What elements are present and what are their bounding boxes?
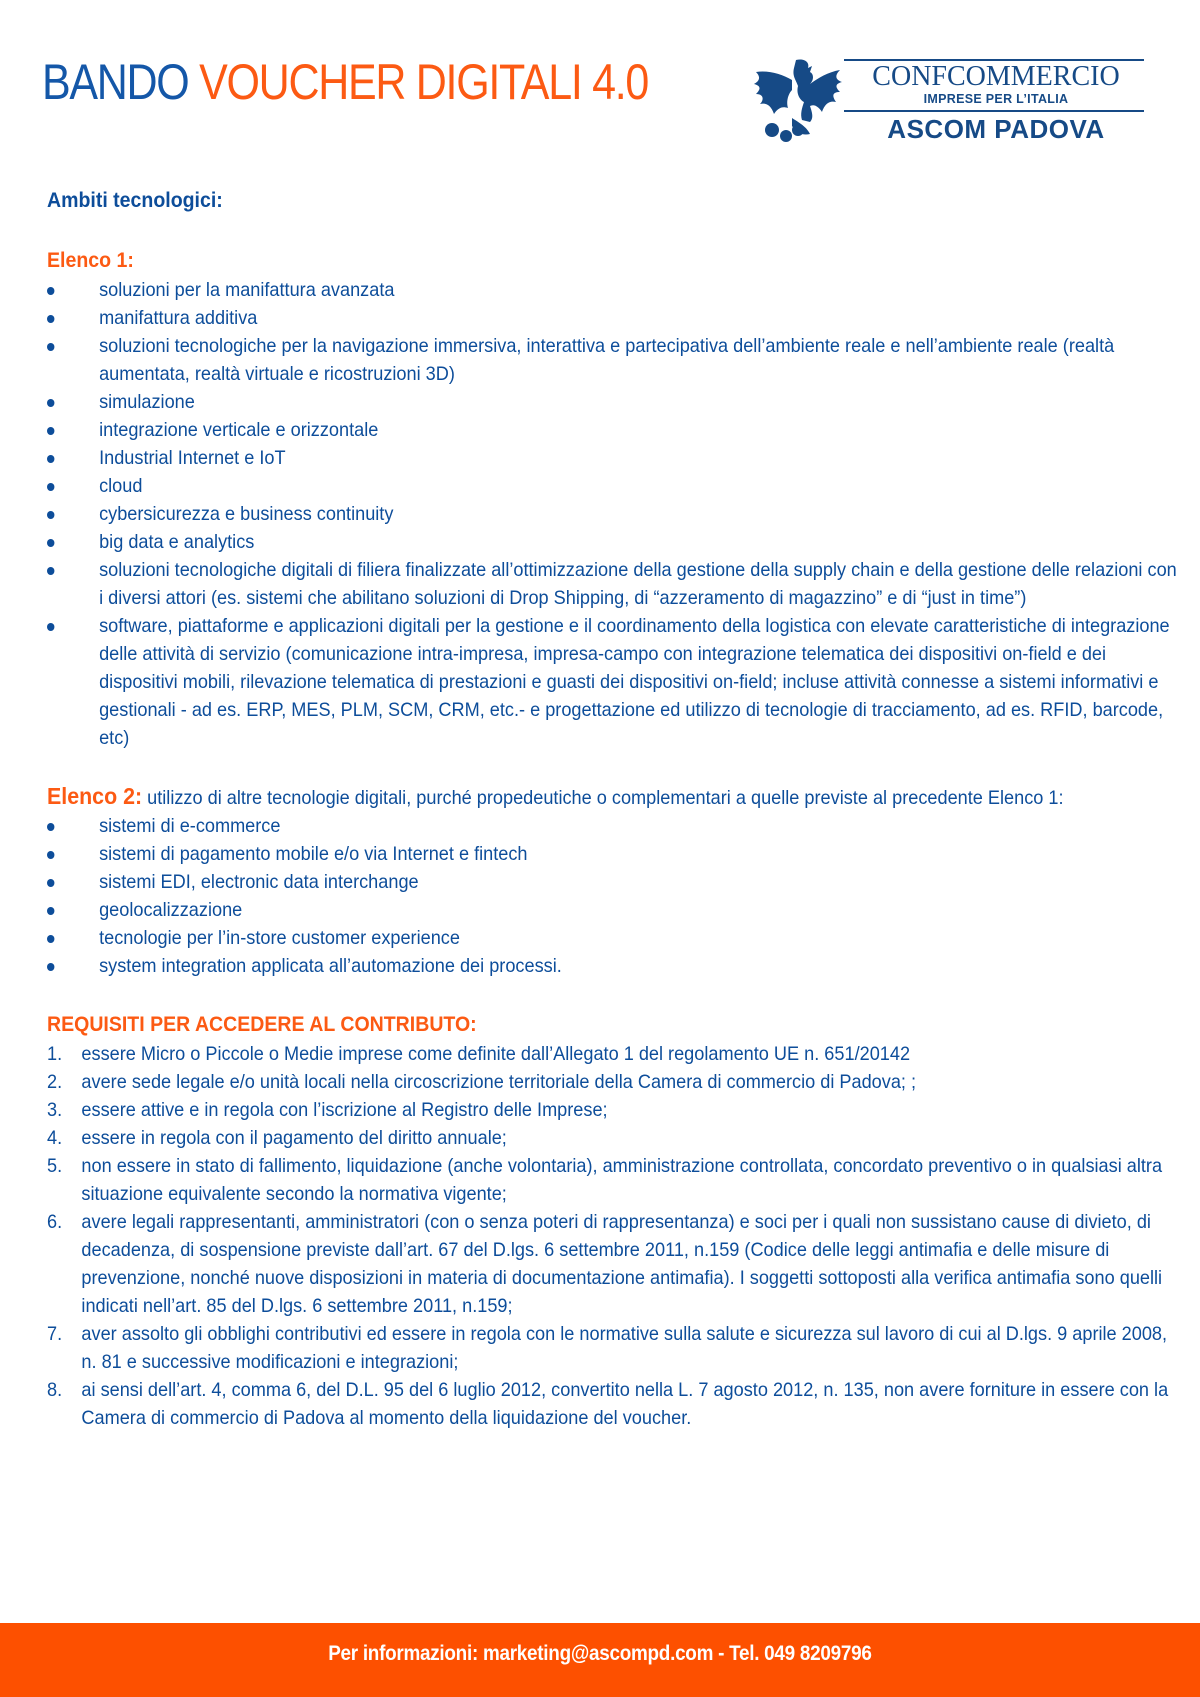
elenco2-intro <box>47 782 1177 812</box>
requirement-text: essere attive e in regola con l’iscrizione al Registro delle Imprese; <box>81 1099 608 1121</box>
requirement-text: essere in regola con il pagamento del diritto annuale; <box>81 1127 507 1149</box>
list-item-text: sistemi EDI, electronic data interchange <box>99 871 419 893</box>
list-item <box>47 388 1177 416</box>
list-item-text: Industrial Internet e IoT <box>99 447 286 469</box>
list-item-text: cybersicurezza e business continuity <box>99 503 394 525</box>
title-part-bando: BANDO <box>42 54 189 110</box>
list-item-text: sistemi di e-commerce <box>99 815 281 837</box>
bullet-icon <box>47 963 54 971</box>
bullet-icon <box>47 823 54 831</box>
bullet-icon <box>47 287 54 295</box>
requirement-number: 1. <box>47 1043 63 1065</box>
elenco2-title: Elenco 2: <box>47 783 143 809</box>
requirement-number: 5. <box>47 1155 63 1177</box>
list-item <box>47 528 1177 556</box>
requirement-item <box>47 1320 1177 1376</box>
footer-bar <box>0 1623 1200 1697</box>
requirement-text: avere legali rappresentanti, amministratori (con o senza poteri di rappresentanza) e soci per i quali non sussistano cause di divieto, di decadenza, di sospensione previste dall’art. 67 del D.lgs. 6 settembre 2011, n.159 (Codice delle leggi antimafia e delle misure di prevenzione, nonché nuove disposizioni in materia di documentazione antimafia). I soggetti sottoposti alla verifica antimafia sono quelli indicati nell’art. 85 del D.lgs. 6 settembre 2011, n.159; <box>81 1211 1163 1317</box>
requirement-item <box>47 1040 1177 1068</box>
bullet-icon <box>47 539 54 547</box>
list-item-text: tecnologie per l’in-store customer experience <box>99 927 460 949</box>
title-part-voucher: VOUCHER DIGITALI 4.0 <box>199 54 649 110</box>
list-item-text: software, piattaforme e applicazioni digitali per la gestione e il coordinamento della logistica con elevate caratteristiche di integrazione delle attività di servizio (comunicazione intra-impresa, impresa-campo con integrazione telematica dei dispositivi on-field e dei dispositivi mobili, rilevazione telematica di prestazioni e guasti dei dispositivi on-field; incluse attività connesse a sistemi informativi e gestionali - ad es. ERP, MES, PLM, SCM, CRM, etc.- e progettazione ed utilizzo di tecnologie di tracciamento, ad es. RFID, barcode, etc) <box>99 615 1170 749</box>
elenco1-title: Elenco 1: <box>47 249 134 272</box>
list-item <box>47 896 1177 924</box>
header <box>0 0 1200 160</box>
requirement-item <box>47 1068 1177 1096</box>
list-item <box>47 304 1177 332</box>
logo-tagline: IMPRESE PER L’ITALIA <box>923 92 1069 106</box>
bullet-icon <box>47 483 54 491</box>
requirement-number: 7. <box>47 1323 63 1345</box>
requirement-number: 3. <box>47 1099 63 1121</box>
requirement-number: 2. <box>47 1071 63 1093</box>
requirement-number: 8. <box>47 1379 63 1401</box>
list-item <box>47 276 1177 304</box>
list-item <box>47 868 1177 896</box>
bullet-icon <box>47 879 54 887</box>
bullet-icon <box>47 455 54 463</box>
list-item-text: sistemi di pagamento mobile e/o via Internet e fintech <box>99 843 528 865</box>
list-item <box>47 612 1177 752</box>
logo-branch: ASCOM PADOVA <box>887 114 1105 144</box>
elenco2-intro-text: utilizzo di altre tecnologie digitali, purché propedeutiche o complementari a quelle previste al precedente Elenco 1: <box>142 787 1064 809</box>
requisiti-list <box>47 1040 1177 1432</box>
requirement-text: essere Micro o Piccole o Medie imprese come definite dall’Allegato 1 del regolamento UE n. 651/20142 <box>81 1043 911 1065</box>
bullet-icon <box>47 851 54 859</box>
list-item <box>47 840 1177 868</box>
bullet-icon <box>47 399 54 407</box>
list-item <box>47 812 1177 840</box>
requirement-number: 6. <box>47 1211 63 1233</box>
bullet-icon <box>47 907 54 915</box>
requirement-text: non essere in stato di fallimento, liquidazione (anche volontaria), amministrazione controllata, concordato preventivo o in qualsiasi altra situazione equivalente secondo la normativa vigente; <box>81 1155 1163 1205</box>
list-item <box>47 444 1177 472</box>
bullet-icon <box>47 935 54 943</box>
ambiti-title: Ambiti tecnologici: <box>47 189 223 212</box>
bullet-icon <box>47 315 54 323</box>
list-item-text: simulazione <box>99 391 195 413</box>
requirement-item <box>47 1208 1177 1320</box>
requirement-item <box>47 1376 1177 1432</box>
list-item <box>47 500 1177 528</box>
list-item-text: big data e analytics <box>99 531 255 553</box>
content <box>47 186 1177 1432</box>
requirement-text: ai sensi dell’art. 4, comma 6, del D.L. 95 del 6 luglio 2012, convertito nella L. 7 agosto 2012, n. 135, non avere forniture in essere con la Camera di commercio di Padova al momento della liquidazione del voucher. <box>81 1379 1169 1429</box>
list-item <box>47 472 1177 500</box>
list-item-text: soluzioni tecnologiche per la navigazione immersiva, interattiva e partecipativa dell’ambiente reale e nell’ambiente reale (realtà aumentata, realtà virtuale e ricostruzioni 3D) <box>99 335 1115 385</box>
list-item <box>47 332 1177 388</box>
list-item-text: soluzioni per la manifattura avanzata <box>99 279 395 301</box>
logo-name: CONFCOMMERCIO <box>872 61 1120 92</box>
list-item-text: cloud <box>99 475 143 497</box>
bullet-icon <box>47 623 54 631</box>
list-item <box>47 952 1177 980</box>
list-item <box>47 924 1177 952</box>
list-item-text: manifattura additiva <box>99 307 258 329</box>
bullet-icon <box>47 343 54 351</box>
list-item <box>47 416 1177 444</box>
requirement-item <box>47 1124 1177 1152</box>
confcommercio-logo <box>752 52 1148 148</box>
eagle-icon <box>752 56 844 144</box>
footer-contact: Per informazioni: marketing@ascompd.com - Tel. 049 8209796 <box>328 1642 872 1665</box>
elenco2-list <box>47 812 1177 980</box>
bullet-icon <box>47 511 54 519</box>
bullet-icon <box>47 567 54 575</box>
requirement-text: aver assolto gli obblighi contributivi ed essere in regola con le normative sulla salute e sicurezza sul lavoro di cui al D.lgs. 9 aprile 2008, n. 81 e successive modificazioni e integrazioni; <box>81 1323 1168 1373</box>
requirement-number: 4. <box>47 1127 63 1149</box>
requirement-item <box>47 1152 1177 1208</box>
requisiti-title: REQUISITI PER ACCEDERE AL CONTRIBUTO: <box>47 1013 477 1036</box>
list-item-text: system integration applicata all’automazione dei processi. <box>99 955 562 977</box>
list-item-text: soluzioni tecnologiche digitali di filiera finalizzate all’ottimizzazione della gestione della supply chain e della gestione delle relazioni con i diversi attori (es. sistemi che abilitano soluzioni di Drop Shipping, di “azzeramento di magazzino” e di “just in time”) <box>99 559 1177 609</box>
logo-rule-bottom <box>844 110 1144 112</box>
elenco1-list <box>47 276 1177 752</box>
list-item <box>47 556 1177 612</box>
requirement-text: avere sede legale e/o unità locali nella circoscrizione territoriale della Camera di commercio di Padova; ; <box>81 1071 917 1093</box>
list-item-text: integrazione verticale e orizzontale <box>99 419 379 441</box>
list-item-text: geolocalizzazione <box>99 899 243 921</box>
requirement-item <box>47 1096 1177 1124</box>
page-title <box>42 52 648 112</box>
bullet-icon <box>47 427 54 435</box>
